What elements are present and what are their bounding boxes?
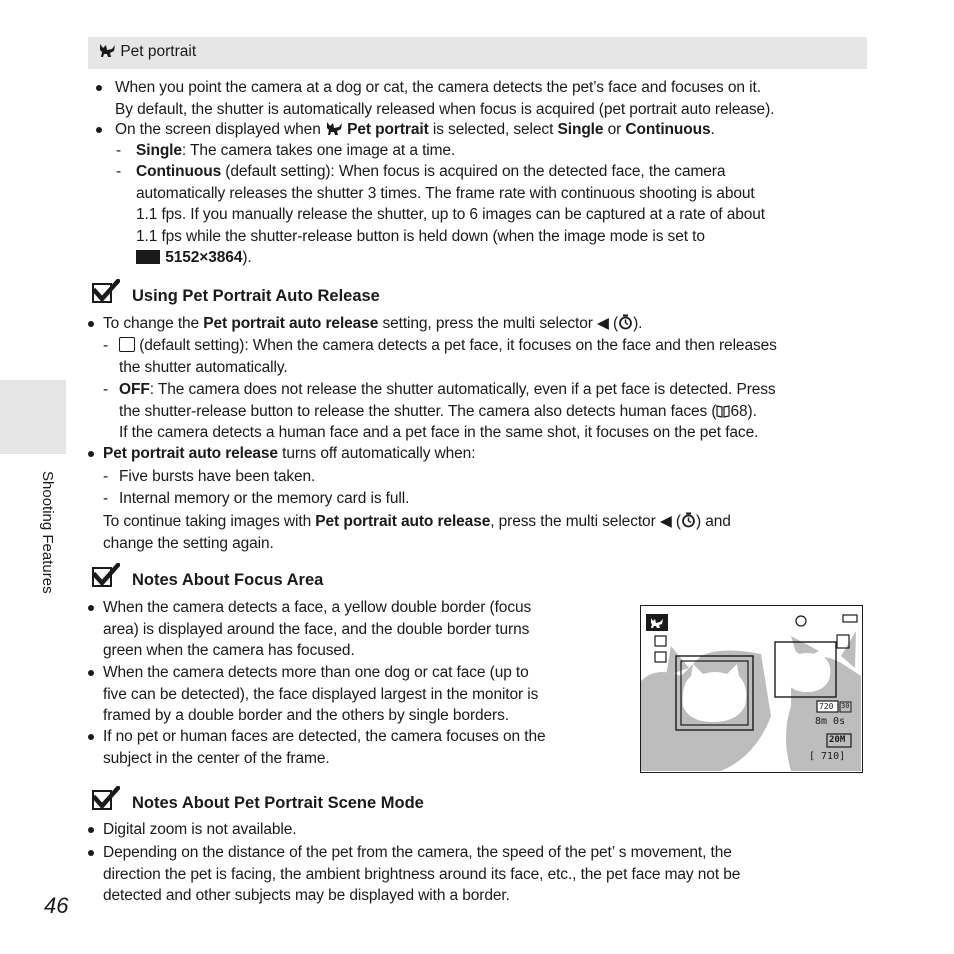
s3-bullet-1: Digital zoom is not available. (88, 819, 878, 841)
chapter-tab (0, 380, 66, 454)
s1-bullet-2: Pet portrait auto release turns off automatically when: (88, 443, 878, 465)
s2-bullet-3: If no pet or human faces are detected, the camera focuses on the subject in the center of the frame. (88, 726, 618, 769)
self-timer-icon (618, 314, 633, 330)
auto-release-option: - (default setting): When the camera detects a pet face, it focuses on the face and then releases the shutter automatically. (103, 337, 777, 376)
s2-bullet-2: When the camera detects more than one dog or cat face (up to five can be detected), the face displayed largest in the monitor is framed by a double border and the others by single borders. (88, 662, 618, 727)
lcd-fps: 30 (841, 702, 850, 710)
check-note-icon (92, 567, 112, 587)
page-number: 46 (44, 893, 69, 918)
check-note-icon (92, 790, 112, 810)
section-heading-scene-mode: Notes About Pet Portrait Scene Mode (132, 794, 424, 812)
intro-bullet-2: On the screen displayed when Pet portrait is selected, select Single or Continuous. (96, 119, 886, 141)
lcd-image-mode: 20M (829, 735, 846, 745)
off-option: - OFF: The camera does not release the shutter automatically, even if a pet face is detected. Press the shutter-release button to release the shutter. The camera also detects human faces ( 68). If the camera detects a human face and a pet face in the same shot, it focuses on the pet face. (103, 381, 776, 441)
lcd-video-size: 720 (819, 702, 834, 711)
section-heading-auto-release: Using Pet Portrait Auto Release (132, 287, 380, 305)
s1-condition-1: - Five bursts have been taken. (103, 468, 316, 485)
self-timer-icon (681, 512, 696, 528)
lcd-remaining-shots: [ 710] (809, 751, 846, 762)
camera-monitor-illustration (640, 605, 863, 773)
single-option-desc: - Single: The camera takes one image at a time. (116, 142, 456, 159)
lcd-rec-time: 8m 0s (815, 716, 846, 727)
s1-condition-2: - Internal memory or the memory card is full. (103, 490, 410, 507)
image-mode-20m-icon (136, 250, 160, 264)
pet-portrait-icon (325, 120, 343, 136)
pet-portrait-icon (98, 42, 116, 58)
page-reference-icon (716, 404, 730, 418)
continuous-option-desc: - Continuous (default setting): When focus is acquired on the detected face, the camera automatically releases the shutter 3 times. The frame rate with continuous shooting is about 1.1 fps. If you manually release the shutter, up to 6 images can be captured at a rate of about 1.1 fps while the shutter-release button is held down (when the image mode is set to 5152×3864). (116, 163, 765, 266)
chapter-label: Shooting Features (39, 471, 56, 594)
s2-bullet-1: When the camera detects a face, a yellow double border (focus area) is displayed around the face, and the double border turns green when the camera has focused. (88, 597, 618, 662)
s1-continue-note: To continue taking images with Pet portrait auto release, press the multi selector ◀ ( ) and change the setting again. (103, 513, 731, 552)
s1-bullet-1: To change the Pet portrait auto release setting, press the multi selector ◀ ( ). (88, 313, 878, 335)
auto-release-icon (119, 337, 135, 352)
header-title: Pet portrait (120, 43, 197, 60)
check-note-icon (92, 283, 112, 303)
section-header-bar (88, 37, 867, 69)
s3-bullet-2: Depending on the distance of the pet from the camera, the speed of the pet’ s movement, the direction the pet is facing, the ambient brightness around its face, etc., the pet face may not be detected and other subjects may be displayed with a border. (88, 842, 878, 907)
intro-bullet-1: When you point the camera at a dog or cat, the camera detects the pet’s face and focuses on it. By default, the shutter is automatically released when focus is acquired (pet portrait auto release). (96, 77, 886, 120)
section-heading-focus-area: Notes About Focus Area (132, 571, 324, 589)
